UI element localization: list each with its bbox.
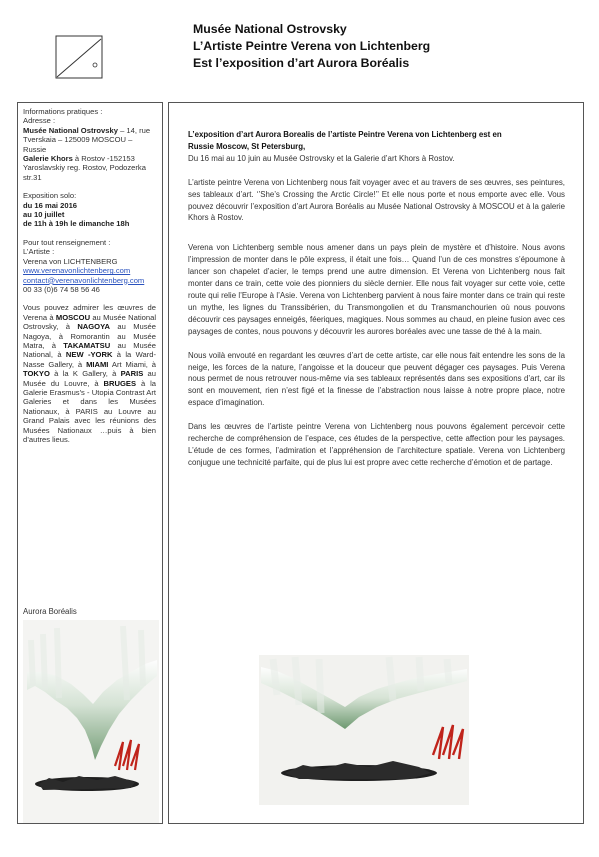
article-paragraph-4: Dans les œuvres de l’artiste peintre Verena von Lichtenberg nous pouvons également percevoir cette recherche de compréhension de l’espace, ces études de la perspective, cette affection pour les paysages. L’étude de ces formes, l’admiration et l’appréhension de l’architecture spatiale. Verena von Lichtenberg conjugue une technicité parfaite, qui de plus lui est propre avec cette recherche d’émotion et de partage. — [188, 422, 565, 467]
date-from — [23, 201, 156, 210]
gallery-address-text: à Rostov -152153 Yaroslavskiy reg. Rostov, Podozerka str.31 — [23, 154, 146, 182]
city-new-york: NEW -YORK — [65, 350, 113, 360]
locations-text-5: Art Miami, à — [108, 359, 156, 369]
article-body — [188, 129, 565, 469]
locations-text-3: au Musée National, à — [23, 340, 156, 360]
article-dates: Du 16 mai au 10 juin au Musée Ostrovsky et la Galerie d’art Khors à Rostov. — [188, 153, 455, 163]
article-paragraph-3: Nous voilà envouté en regardant les œuvres d’art de cette artiste, car elle nous fait entendre les sons de la neige, les forces de la nature, l’angoisse et la douceur que peuvent dégager ces paysages. Puis Verena nous permet de nous retrouver nous-même via ses tableaux représentés dans ses expositions d’art, car ils sont en mouvement, rien n’est figé et la finesse de l’abstraction nous laisse à notre propre place, notre espace d’imagination. — [188, 350, 565, 408]
city-miami: MIAMI — [86, 359, 109, 369]
phone-number: 00 33 (0)6 74 58 56 46 — [23, 284, 100, 294]
header-title-artist: L’Artiste Peintre Verena von Lichtenberg — [193, 39, 431, 53]
article-paragraph-2: Verena von Lichtenberg semble nous amener dans un pays plein de mystère et d’histoire. Nous avons l’impression de monter dans le pôle express, il était une fois… Quand l’un de ces monstres s’époumone à lancer son chapelet d’acier, le temps prend une autre dimension. Et Verena von Lichtenberg nous fait monter dans ce train, cette voie des pionniers du siècle dernier. Elle nous fait voyager sur cette voie, cette route qui relie l’Europe à l’Asie. Verena von Lichtenberg parvient à nous faire monter dans ce train qui reste un mythe, les lignes du Transsibérien, du Transmongolien et du Transmanchourien où nous pouvons découvrir ces paysages enneigés, féeriques, magiques. Nous sommes au chaud, en pleine fusion avec ces paysages de contes, nous pouvons y découvrir les aurores boréales avec une tasse de thé à la main. — [188, 243, 565, 336]
city-moscow: MOSCOU — [55, 312, 91, 322]
artist-name: Verena von LICHTENBERG — [23, 256, 118, 266]
city-takamatsu: TAKAMATSU — [63, 340, 111, 350]
document-header — [193, 21, 583, 72]
article-paragraph-1: L’artiste peintre Verena von Lichtenberg nous fait voyager avec et au travers de ses œuvres, ses peintures, ses tableaux d’art. ‘’She’s Crossing the Arctic Circle!’’ Et elle nous porte et nous emporte avec elle. Vous pouvez découvrir l’exposition d’art Aurora Boréalis au Musée National Ostrovsky à MOSCOU et à la galerie Khors à Rostov. — [188, 177, 565, 223]
header-title-museum: Musée National Ostrovsky — [193, 22, 347, 36]
exhibition-locations — [23, 303, 156, 444]
info-sidebar — [17, 102, 163, 824]
artwork-image-aurora-borealis — [23, 620, 159, 823]
date-to-text: au 10 juillet — [23, 210, 65, 220]
locations-text-2: au Musée Nagoya, à Romorantin au Musée Matra, à — [23, 322, 156, 350]
sidebar-text — [23, 107, 156, 444]
date-from-text: du 16 mai 2016 — [23, 200, 78, 210]
address-label: Adresse : — [23, 116, 56, 126]
solo-label: Exposition solo: — [23, 191, 77, 201]
article-lead-line-1: L’exposition d’art Aurora Borealis de l’artiste Peintre Verena von Lichtenberg est en — [188, 130, 502, 139]
city-bruges: BRUGES — [103, 378, 137, 388]
date-to — [23, 210, 156, 219]
city-paris: PARIS — [120, 369, 144, 379]
locations-text-1: au Musée National Ostrovsky, à — [23, 312, 157, 332]
website-link[interactable]: www.verenavonlichtenberg.com — [23, 266, 131, 276]
contact-heading: Pour tout renseignement : — [23, 237, 111, 247]
gallery-address — [23, 154, 156, 182]
opening-hours-text: de 11h à 19h le dimanche 18h — [23, 219, 130, 229]
museum-address — [23, 126, 156, 154]
gallery-name: Galerie Khors — [23, 154, 73, 164]
article-lead-line-2: Russie Moscow, St Petersburg, — [188, 141, 306, 151]
locations-intro: Vous pouvez admirer les œuvres de Verena à — [23, 303, 156, 322]
locations-text-8: à la Galerie Erasmus's - Utopia Contrast Art Galeries et dans les Musées Nationaux, à PARIS au Louvre au Grand Palais avec les réunions des Musées Nationaux …puis à bien d’autres lieus. — [23, 378, 157, 444]
artwork-image-main — [259, 655, 469, 805]
museum-address-text: – 14, rue Tverskaia – 125009 MOSCOU – Russie — [23, 125, 151, 154]
main-article — [168, 102, 584, 824]
opening-hours — [23, 219, 156, 228]
city-nagoya: NAGOYA — [77, 322, 110, 332]
email-link[interactable]: contact@verenavonlichtenberg.com — [23, 275, 145, 285]
city-tokyo: TOKYO — [23, 369, 50, 379]
locations-text-7: au Musée du Louvre, à — [23, 369, 156, 388]
museum-logo — [55, 35, 103, 79]
header-title-exhibition: Est l’exposition d’art Aurora Boréalis — [193, 56, 410, 70]
artist-label: L’Artiste : — [23, 247, 55, 257]
artwork-caption: Aurora Boréalis — [23, 607, 77, 616]
locations-text-4: à la Ward-Nasse Gallery, à — [23, 350, 157, 369]
locations-text-6: à la K Gallery, à — [49, 369, 121, 379]
info-heading: Informations pratiques : — [23, 107, 103, 116]
museum-name: Musée National Ostrovsky — [23, 125, 118, 135]
